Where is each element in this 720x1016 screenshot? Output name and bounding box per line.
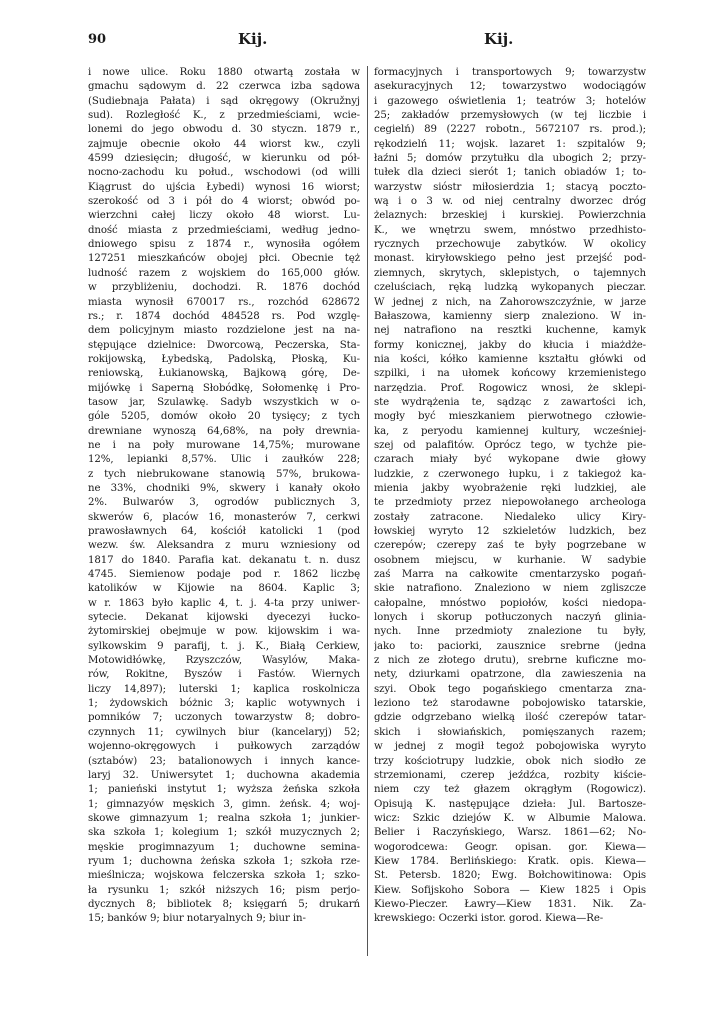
- text-line: osobnem miejscu, w kurhanie. W sadybie: [374, 554, 646, 566]
- text-line: Kiew 1784. Berlińskiego: Kratk. opis. Kiewa—: [374, 855, 646, 867]
- text-line: nej natrafiono na resztki kuchenne, kamyk: [374, 325, 646, 337]
- text-line: narzędzia. Prof. Rogowicz wnosi, że sklepi-: [374, 382, 646, 394]
- right-text-column: [374, 66, 646, 927]
- text-line: formacyjnych i transportowych 9; towarzystw: [374, 67, 646, 78]
- text-line: tasow jar, Szulawkę. Sadyb wszystkich w o-: [88, 396, 360, 408]
- column-divider: [367, 66, 368, 956]
- text-line: ludzkie, z czerwonego łupku, i z takiegoż ka-: [374, 468, 646, 480]
- text-line: zaś Marra na całkowite cmentarzysko pogań-: [374, 569, 646, 581]
- text-line: rs.; r. 1874 dochód 484528 rs. Pod wzglę-: [88, 310, 360, 322]
- text-line: w przybliżeniu, dochodzi. R. 1876 dochód: [88, 282, 360, 294]
- text-line: czerepów; czerepy zaś te były pogrzebane w: [374, 540, 646, 552]
- text-line: czynnych 11; cywilnych biur (kancelaryj) 52;: [88, 726, 360, 738]
- text-line: skwerów 6, placów 16, monasterów 7, cerkwi: [88, 511, 360, 523]
- text-line: rów, Rokitne, Byszów i Fastów. Wiernych: [88, 669, 360, 681]
- text-line: szpilki, i na ułomek końcowy krzemienistego: [374, 368, 646, 380]
- text-line: reniowską, Łukianowską, Bajkową górę, De-: [88, 368, 360, 380]
- text-line: 1; żydowskich bóżnic 3; kaplic wotywnych i: [88, 698, 360, 710]
- text-line: (Sudiebnaja Pałata) i sąd okręgowy (Okružnyj: [88, 95, 360, 107]
- text-line: 12%, lepianki 8,57%. Ulic i zaułków 228;: [88, 454, 360, 466]
- text-line: gdzie odgrzebano wielką ilość czerepów tatar-: [374, 712, 646, 724]
- text-line: dność miasta z przedmieściami, według jedno-: [88, 224, 360, 236]
- text-line: pomników 7; uczonych towarzystw 8; dobro-: [88, 712, 360, 724]
- text-line: szyi. Obok tego pogańskiego cmentarza zna-: [374, 683, 646, 695]
- page-header: [88, 26, 648, 52]
- text-line: lonemi do jego obwodu d. 30 styczn. 1879 r.,: [88, 124, 360, 136]
- running-head-right: Kij.: [484, 30, 514, 48]
- text-line: 1; gimnazyów męskich 3, gimn. żeńsk. 4; woj-: [88, 798, 360, 810]
- text-line: całopalne, mnóstwo popiołów, kości niedopa-: [374, 597, 646, 609]
- page-number: 90: [88, 32, 107, 47]
- text-line: skowe gimnazyum 1; realna szkoła 1; junkier-: [88, 812, 360, 824]
- text-line: 1; panieński instytut 1; wyższa żeńska szkoła: [88, 784, 360, 796]
- text-line: żelaznych: brzeskiej i kurskiej. Powierzchnia: [374, 210, 646, 222]
- text-line: Bałaszowa, kamienny sierp znaleziono. W in-: [374, 310, 646, 322]
- text-line: zajmuje obecnie około 44 wiorst kw., czyli: [88, 138, 360, 150]
- text-line: i gazowego oświetlenia 1; teatrów 3; hotelów: [374, 95, 646, 107]
- text-line: mijówkę i Saperną Słobódkę, Sołomenkę i Pro-: [88, 382, 360, 394]
- text-line: monast. kiryłowskiego pełno jest przejść pod-: [374, 253, 646, 265]
- text-line: formy konicznej, jakby do kłucia i miażdże-: [374, 339, 646, 351]
- text-line: warzystw sióstr miłosierdzia 1; stacyą poczto-: [374, 181, 646, 193]
- text-line: ska szkoła 1; kolegium 1; szkół muzycznych 2;: [88, 827, 360, 839]
- text-line: łaźni 5; domów przytułku dla ubogich 2; przy-: [374, 153, 646, 165]
- text-line: łowskiej wyryto 12 szkieletów ludzkich, bez: [374, 526, 646, 537]
- text-line: K., we wnętrzu swem, mnóstwo przedhisto-: [374, 224, 646, 236]
- text-line: sylkowskim 9 parafij, t. j. K., Białą Cerkiew,: [88, 640, 360, 652]
- running-head-left: Kij.: [238, 30, 268, 48]
- text-line: wicz: Szkic dziejów K. w Albumie Malowa.: [374, 812, 646, 824]
- text-line: skich i słowiańskich, pomięszanych razem;: [374, 726, 646, 738]
- text-line: ne 33%, chodniki 9%, skwery i kanały około: [88, 482, 360, 494]
- text-line: strzemionami, czerep jeźdźca, rozbity kiście-: [374, 769, 646, 781]
- text-line: żytomirskiej obejmuje w pow. kijowskim i wa-: [88, 626, 360, 638]
- text-line: nia kości, kółko kamienne kształtu główki od: [374, 353, 646, 365]
- text-line: Motowidłówkę, Rzyszczów, Wasylów, Maka-: [88, 655, 360, 667]
- text-line: skie natrafiono. Znaleziono w niem zgliszcze: [374, 583, 646, 595]
- text-line: prawosławnych 64, kościół katolicki 1 (pod: [88, 526, 360, 537]
- text-line: asekuracyjnych 12; towarzystwo wodociągów: [374, 81, 646, 93]
- text-line: dniowego spisu z 1874 r., wynosiła ogółem: [88, 239, 360, 251]
- text-line: 15; banków 9; biur notaryalnych 9; biur in-: [88, 913, 306, 925]
- text-line: Kiew. Sofijskoho Sobora — Kiew 1825 i Opis: [374, 884, 646, 896]
- text-line: Kiągrust do ujścia Łybedi) wynosi 16 wiorst;: [88, 181, 360, 193]
- text-line: wierzchni całej liczy około 48 wiorst. Lu-: [88, 210, 360, 222]
- text-line: lonych i skorup potłuczonych naczyń glinia-: [374, 612, 646, 624]
- text-line: 4745. Siemienow podaje pod r. 1862 liczbę: [88, 569, 360, 581]
- text-line: czeluściach, ręką ludzką wykopanych pieczar.: [374, 282, 646, 294]
- text-line: 127251 mieszkańców obojej płci. Obecnie tęż: [88, 253, 360, 265]
- text-line: w jednej z mogił tegoż pobojowiska wyryto: [374, 741, 646, 753]
- text-line: z nich ze złotego drutu), srebrne kuficzne mo-: [374, 655, 646, 667]
- text-line: zostały zatracone. Niedaleko ulicy Kiry-: [374, 511, 646, 523]
- text-line: ziemnych, skrytych, sklepistych, o tajemnych: [374, 267, 646, 279]
- text-line: sytecie. Dekanat kijowski dyecezyi łucko-: [88, 612, 360, 624]
- text-line: wezw. św. Aleksandra z muru wzniesiony od: [88, 540, 360, 552]
- text-line: mieślnicza; wojskowa felczerska szkoła 1; szko-: [88, 870, 360, 882]
- text-line: sud). Rozległość K., z przedmieściami, wcie-: [88, 110, 360, 122]
- text-line: wą i o 3 w. od niej centralny dworzec dróg: [374, 196, 646, 208]
- text-line: z tych niebrukowane stanowią 57%, brukowa-: [88, 468, 360, 480]
- text-line: rękodzielń 11; wojsk. lazaret 1: szpitalów 9;: [374, 138, 646, 150]
- text-line: gmachu sądowym d. 22 czerwca izba sądowa: [88, 81, 360, 93]
- text-line: rokijowską, Łybedską, Padolską, Płoską, Ku-: [88, 353, 360, 365]
- text-line: dycznych 8; bibliotek 8; księgarń 5; drukarń: [88, 898, 360, 910]
- text-line: Kiewo-Pieczer. Ławry—Kiew 1831. Nik. Za-: [374, 898, 646, 910]
- left-text-column: [88, 66, 360, 927]
- text-line: miasta wynosił 670017 rs., rozchód 628672: [88, 296, 360, 308]
- text-line: Belier i Raczyńskiego, Warsz. 1861—62; No-: [374, 827, 646, 839]
- text-line: ryum 1; duchowna żeńska szkoła 1; szkoła rze-: [88, 855, 360, 867]
- text-line: stępujące dzielnice: Dworcową, Peczerska, Sta-: [88, 339, 360, 351]
- text-line: ne i na poły murowane 14,75%; murowane: [88, 439, 360, 451]
- text-line: 2%. Bulwarów 3, ogrodów publicznych 3,: [88, 497, 360, 509]
- text-line: Opisują K. następujące dzieła: Jul. Bartosze-: [374, 798, 646, 810]
- text-line: cegielń) 89 (2227 robotn., 5672107 rs. prod.);: [374, 124, 646, 136]
- text-line: 25; zakładów przemysłowych (w tej liczbie i: [374, 110, 646, 122]
- text-line: wojenno-okręgowych i pułkowych zarządów: [88, 741, 360, 753]
- text-line: 4599 dziesięcin; długość, w kierunku od pół-: [88, 153, 360, 165]
- text-line: nocno-zachodu ku połud., wschodowi (od willi: [88, 167, 360, 179]
- text-line: nych. Inne przedmioty znalezione tu były,: [374, 626, 646, 638]
- text-line: góle 5205, domów około 20 tysięcy; z tych: [88, 411, 360, 423]
- text-line: wogorodcewa: Geogr. opisan. gor. Kiewa—: [374, 841, 646, 853]
- text-line: W jednej z nich, na Zahorowszczyźnie, w jarze: [374, 296, 646, 308]
- text-line: tułek dla dzieci sierót 1; tanich obiadów 1; to-: [374, 167, 646, 179]
- text-line: ste wydrążenia te, sądząc z zawartości ich,: [374, 396, 646, 408]
- text-line: laryj 32. Uniwersytet 1; duchowna akademia: [88, 769, 360, 781]
- text-line: szej od palafitów. Oprócz tego, w tychże pie-: [374, 439, 646, 451]
- text-line: mienia jakby wyobrażenie ręki ludzkiej, ale: [374, 482, 646, 494]
- text-line: St. Petersb. 1820; Ewg. Bołchowitinowa: Opis: [374, 870, 646, 882]
- text-line: i nowe ulice. Roku 1880 otwartą została w: [88, 67, 360, 78]
- text-line: szerokość od 3 i pół do 4 wiorst; obwód po-: [88, 196, 360, 208]
- text-line: ła rysunku 1; szkół niższych 16; pism perjo-: [88, 884, 360, 896]
- text-line: drewniane wynoszą 64,68%, na poły drewnia-: [88, 425, 360, 437]
- text-line: 1817 do 1840. Parafia kat. dekanatu t. n. dusz: [88, 554, 360, 566]
- text-line: niem czy też głazem okrągłym (Rogowicz).: [374, 784, 646, 796]
- text-line: nety, dziurkami opatrzone, dla zawieszenia na: [374, 669, 646, 681]
- text-line: dem policyjnym miasto rozdzielone jest na na-: [88, 325, 360, 337]
- text-line: rycznych przechowuje zabytków. W okolicy: [374, 239, 646, 251]
- text-line: ludność razem z wojskiem do 165,000 głów.: [88, 267, 360, 279]
- text-line: ka, z peryodu kamiennej kultury, wcześniej-: [374, 425, 646, 437]
- text-line: czarach miały być wykopane dwie głowy: [374, 454, 646, 466]
- text-line: mogły być mieszkaniem pierwotnego człowie-: [374, 411, 646, 423]
- text-line: liczy 14,897); luterski 1; kaplica roskolnicza: [88, 683, 360, 695]
- text-line: leziono też starodawne pobojowisko tatarskie,: [374, 698, 646, 710]
- text-line: jako to: paciorki, zauszniсe srebrne (jedna: [374, 640, 646, 652]
- text-line: katolików w Kijowie na 8604. Kaplic 3;: [88, 583, 360, 595]
- text-line: te przedmioty przez niepowołanego archeologa: [374, 497, 646, 509]
- text-line: męskie progimnazyum 1; duchowne semina-: [88, 841, 360, 853]
- text-line: w r. 1863 było kaplic 4, t. j. 4-ta przy uniwer-: [88, 597, 360, 609]
- text-line: krewskiego: Oczerki istor. gorod. Kiewa—Re-: [374, 913, 604, 925]
- text-line: (sztabów) 23; batalionowych i innych kance-: [88, 755, 360, 767]
- text-line: trzy kościotrupy ludzkie, obok nich siodło ze: [374, 755, 646, 767]
